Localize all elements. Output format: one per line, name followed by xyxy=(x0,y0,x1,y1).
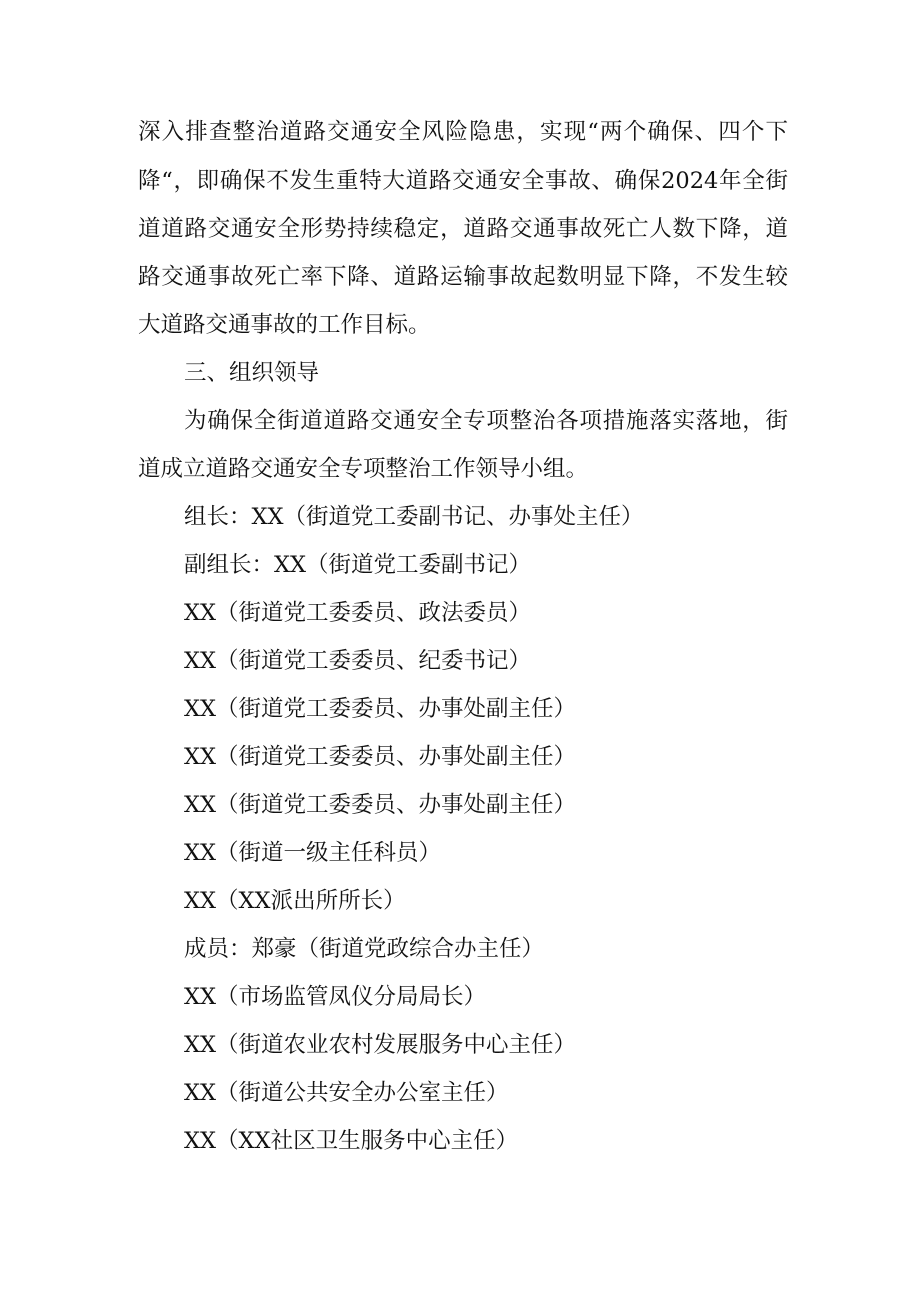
text-line: 降“，即确保不发生重特大道路交通安全事故、确保2024年全街 xyxy=(138,168,788,194)
roster-item-deputy-leader: 副组长：XX（街道党工委副书记） xyxy=(184,552,532,578)
roster-item-members: 成员：郑豪（街道党政综合办主任） xyxy=(184,936,545,962)
text-line: 大道路交通事故的工作目标。 xyxy=(138,312,431,338)
roster-item: XX（街道公共安全办公室主任） xyxy=(184,1080,509,1106)
roster-item: XX（XX社区卫生服务中心主任） xyxy=(184,1128,519,1154)
text-line: 为确保全街道道路交通安全专项整治各项措施落实落地，街 xyxy=(184,408,788,434)
roster-item: XX（市场监管凤仪分局局长） xyxy=(184,984,487,1010)
roster-item: XX（街道党工委委员、纪委书记） xyxy=(184,648,532,674)
text-line: 深入排查整治道路交通安全风险隐患，实现“两个确保、四个下 xyxy=(138,119,788,145)
text-line: 道成立道路交通安全专项整治工作领导小组。 xyxy=(138,456,589,482)
text-line: 路交通事故死亡率下降、道路运输事故起数明显下降，不发生较 xyxy=(138,264,788,290)
roster-item: XX（XX派出所所长） xyxy=(184,888,406,914)
section-heading: 三、组织领导 xyxy=(184,360,320,386)
roster-item: XX（街道党工委委员、政法委员） xyxy=(184,600,532,626)
roster-item: XX（街道一级主任科员） xyxy=(184,840,442,866)
roster-item: XX（街道党工委委员、办事处副主任） xyxy=(184,696,577,722)
text-line: 道道路交通安全形势持续稳定，道路交通事故死亡人数下降，道 xyxy=(138,216,788,242)
roster-item: XX（街道农业农村发展服务中心主任） xyxy=(184,1032,577,1058)
roster-item: XX（街道党工委委员、办事处副主任） xyxy=(184,744,577,770)
roster-item: XX（街道党工委委员、办事处副主任） xyxy=(184,792,577,818)
roster-item-leader: 组长：XX（街道党工委副书记、办事处主任） xyxy=(184,504,644,530)
